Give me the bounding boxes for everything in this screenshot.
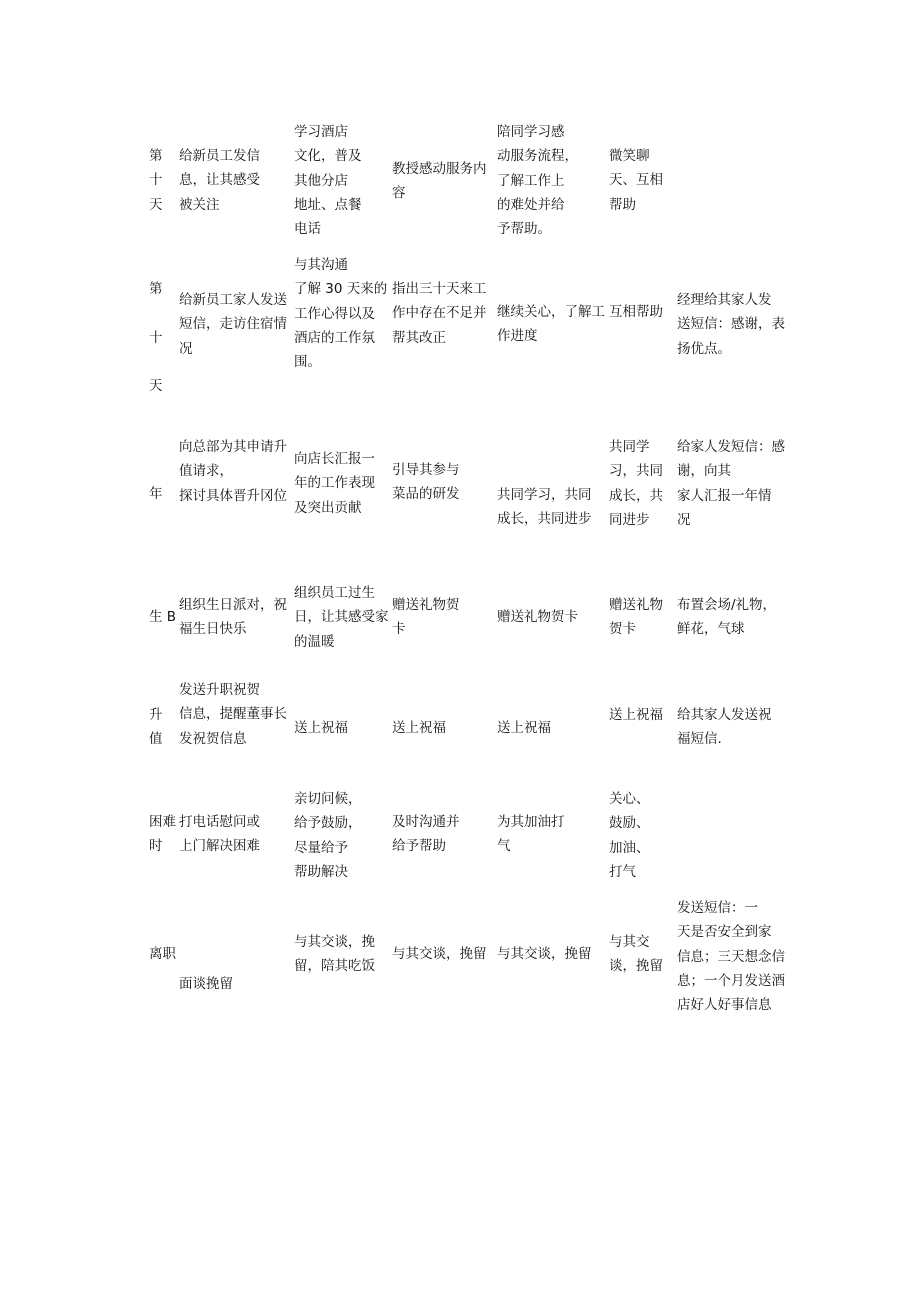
table-cell: 赠送礼物贺 卡 bbox=[392, 597, 460, 638]
stage-cell: 升 值 bbox=[149, 707, 163, 748]
table-cell: 教授感动服务内 容 bbox=[392, 161, 487, 202]
table-cell: 送上祝福 bbox=[392, 720, 446, 736]
table-cell: 赠送礼物贺卡 bbox=[497, 609, 578, 625]
table-cell: 与其交谈，挽留 bbox=[497, 946, 592, 962]
table-cell: 共同学习，共同 成长，共同进步 bbox=[497, 487, 592, 528]
table-cell: 组织员工过生 日，让其感受家 的温暖 bbox=[294, 585, 389, 650]
table-cell: 与其交谈，挽留 bbox=[392, 946, 487, 962]
table-cell: 及时沟通并 给予帮助 bbox=[392, 814, 460, 855]
table-cell: 引导其参与 菜品的研发 bbox=[392, 462, 460, 503]
stage-cell: 第 十 天 bbox=[149, 281, 163, 395]
table-cell: 亲切问候， 给予鼓励， 尽量给予 帮助解决 bbox=[294, 791, 362, 880]
table-cell: 与其沟通 了解 30 天来的 工作心得以及 酒店的工作氛 围。 bbox=[294, 257, 388, 371]
table-cell: 发送短信：一 天是否安全到家 信息；三天想念信 息；一个月发送酒 店好人好事信息 bbox=[677, 900, 785, 1014]
stage-cell: 年 bbox=[149, 486, 163, 502]
table-cell: 共同学 习，共同 成长，共 同进步 bbox=[609, 439, 663, 528]
table-cell: 给新员工发信 息，让其感受 被关注 bbox=[179, 148, 260, 213]
table-cell: 与其交谈，挽 留，陪其吃饭 bbox=[294, 934, 375, 975]
table-cell: 与其交 谈，挽留 bbox=[609, 934, 663, 975]
table-cell: 指出三十天来工 作中存在不足并 帮其改正 bbox=[392, 281, 487, 346]
table-cell: 继续关心，了解工 作进度 bbox=[497, 304, 605, 345]
table-cell: 学习酒店 文化，普及 其他分店 地址、点餐 电话 bbox=[294, 124, 362, 238]
stage-cell: 生 B bbox=[149, 609, 177, 625]
table-cell: 给其家人发送祝 福短信. bbox=[677, 707, 772, 748]
table-cell: 发送升职祝贺 信息，提醒董事长 发祝贺信息 bbox=[179, 682, 287, 747]
table-cell: 给家人发短信：感 谢，向其 家人汇报一年情 况 bbox=[677, 439, 785, 528]
table-cell: 送上祝福 bbox=[294, 720, 348, 736]
table-cell: 微笑聊 天、互相 帮助 bbox=[609, 148, 663, 213]
table-cell: 陪同学习感 动服务流程， 了解工作上 的难处并给 予帮助。 bbox=[497, 124, 578, 238]
table-cell: 为其加油打 气 bbox=[497, 814, 565, 855]
table-cell: 送上祝福 bbox=[609, 707, 663, 723]
stage-cell: 第 十 天 bbox=[149, 148, 163, 213]
table-cell: 经理给其家人发 送短信：感谢，表 扬优点。 bbox=[677, 292, 785, 357]
table-cell: 面谈挽留 bbox=[179, 976, 233, 992]
table-cell: 向总部为其申请升 值请求， 探讨具体晋升冈位 bbox=[179, 439, 287, 504]
table-cell: 关心、 鼓励、 加油、 打气 bbox=[609, 791, 650, 880]
table-cell: 打电话慰问或 上门解决困难 bbox=[179, 814, 260, 855]
table-cell: 送上祝福 bbox=[497, 720, 551, 736]
stage-cell: 离职 bbox=[149, 946, 176, 962]
table-cell: 向店长汇报一 年的工作表现 及突出贡献 bbox=[294, 451, 375, 516]
table-cell: 组织生日派对，祝 福生日快乐 bbox=[179, 597, 287, 638]
table-cell: 布置会场/礼物， 鲜花，气球 bbox=[677, 597, 777, 638]
table-cell: 给新员工家人发送 短信，走访住宿情 况 bbox=[179, 292, 287, 357]
table-cell: 赠送礼物 贺卡 bbox=[609, 597, 663, 638]
table-cell: 互相帮助 bbox=[609, 304, 663, 320]
stage-cell: 困难 时 bbox=[149, 814, 176, 855]
